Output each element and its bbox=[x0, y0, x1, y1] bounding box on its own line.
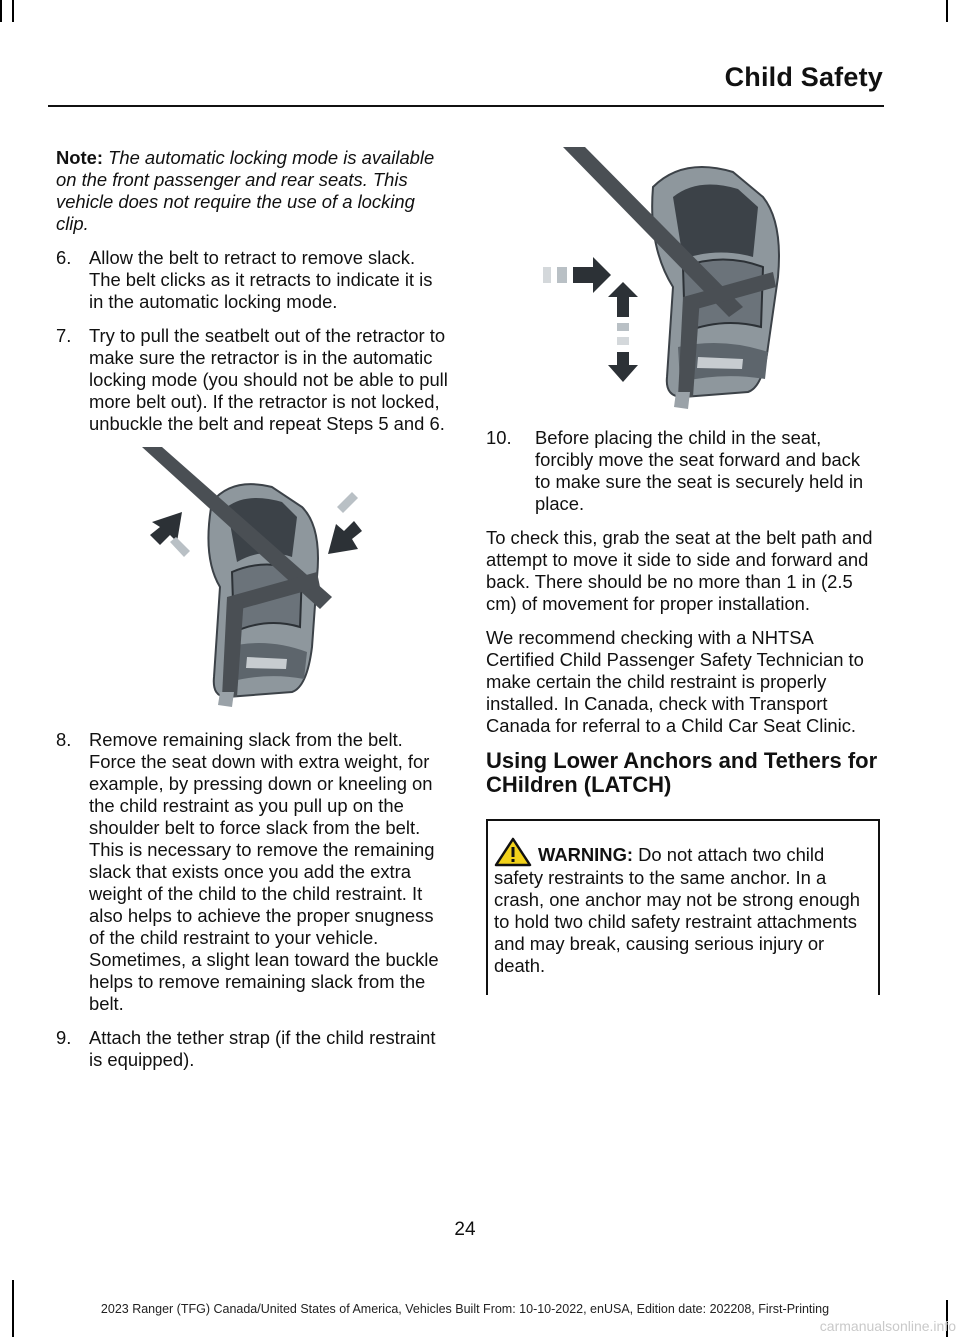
watermark: carmanualsonline.info bbox=[819, 1318, 956, 1334]
left-column bbox=[56, 147, 448, 1083]
recommend-paragraph: We recommend checking with a NHTSA Certified Child Passenger Safety Technician to make certain the child restraint is properly installed. In Canada, check with Transport Canada for referral to a Child Car Seat Clinic. bbox=[486, 627, 864, 736]
steps-list bbox=[56, 729, 448, 1071]
warning-triangle-icon bbox=[494, 837, 532, 867]
step-number: 6. bbox=[56, 247, 72, 268]
step-number: 8. bbox=[56, 729, 72, 750]
steps-list bbox=[56, 247, 448, 435]
footer-text: 2023 Ranger (TFG) Canada/United States of America, Vehicles Built From: 10-10-2022, enUSA, Edition date: 202208, First-Printing bbox=[100, 1302, 830, 1316]
warning-box bbox=[486, 819, 880, 995]
step-text: Attach the tether strap (if the child restraint is equipped). bbox=[89, 1027, 436, 1070]
page-title: Child Safety bbox=[724, 62, 883, 92]
crop-mark bbox=[946, 0, 948, 22]
step-text: Allow the belt to retract to remove slack. The belt clicks as it retracts to indicate it is in the automatic locking mode. bbox=[89, 247, 433, 312]
header-divider bbox=[48, 105, 884, 107]
list-item bbox=[56, 247, 448, 313]
child-seat-belt-illustration-icon bbox=[533, 147, 833, 415]
step-number: 10. bbox=[486, 427, 512, 448]
list-item bbox=[56, 1027, 448, 1071]
crop-mark bbox=[12, 0, 14, 22]
crop-mark bbox=[0, 0, 2, 22]
step-text: Remove remaining slack from the belt. Force the seat down with extra weight, for example, by pressing down or kneeling on the child restraint as you pull up on the shoulder belt to force slack from the belt. This is necessary to remove the remaining slack that exists once you add the extra weight of the child to the child restraint. It also helps to achieve the proper snugness of the child restraint to your vehicle. Sometimes, a slight lean toward the buckle helps to remove remaining slack from the belt. bbox=[89, 729, 439, 1014]
step-number: 7. bbox=[56, 325, 72, 346]
check-paragraph: To check this, grab the seat at the belt path and attempt to move it side to side and forward and back. There should be no more than 1 in (2.5 cm) of movement for proper installation. bbox=[486, 527, 873, 614]
steps-list bbox=[486, 427, 880, 515]
list-item bbox=[486, 427, 880, 515]
section-heading: Using Lower Anchors and Tethers for CHildren (LATCH) bbox=[486, 748, 878, 797]
warning-text: Do not attach two child safety restraints to the same anchor. In a crash, one anchor may not be strong enough to hold two child safety restraint attachments and may break, causing serious injury or death. bbox=[494, 844, 861, 976]
page-number: 24 bbox=[454, 1219, 476, 1240]
list-item bbox=[56, 729, 448, 1015]
step-number: 9. bbox=[56, 1027, 72, 1048]
step-text: Try to pull the seatbelt out of the retractor to make sure the retractor is in the automatic locking mode (you should not be able to pull more belt out). If the retractor is not locked, unbuckle the belt and repeat Steps 5 and 6. bbox=[89, 325, 448, 434]
step-text: Before placing the child in the seat, forcibly move the seat forward and back to make sure the seat is securely held in place. bbox=[535, 427, 864, 514]
warning-label: WARNING: bbox=[538, 844, 634, 865]
right-column bbox=[486, 147, 880, 995]
note-label: Note: bbox=[56, 147, 103, 168]
note-paragraph bbox=[56, 147, 448, 235]
child-seat-belt-illustration-icon bbox=[132, 447, 372, 717]
note-text: The automatic locking mode is available on the front passenger and rear seats. This vehicle does not require the use of a locking clip. bbox=[56, 147, 435, 234]
list-item bbox=[56, 325, 448, 435]
